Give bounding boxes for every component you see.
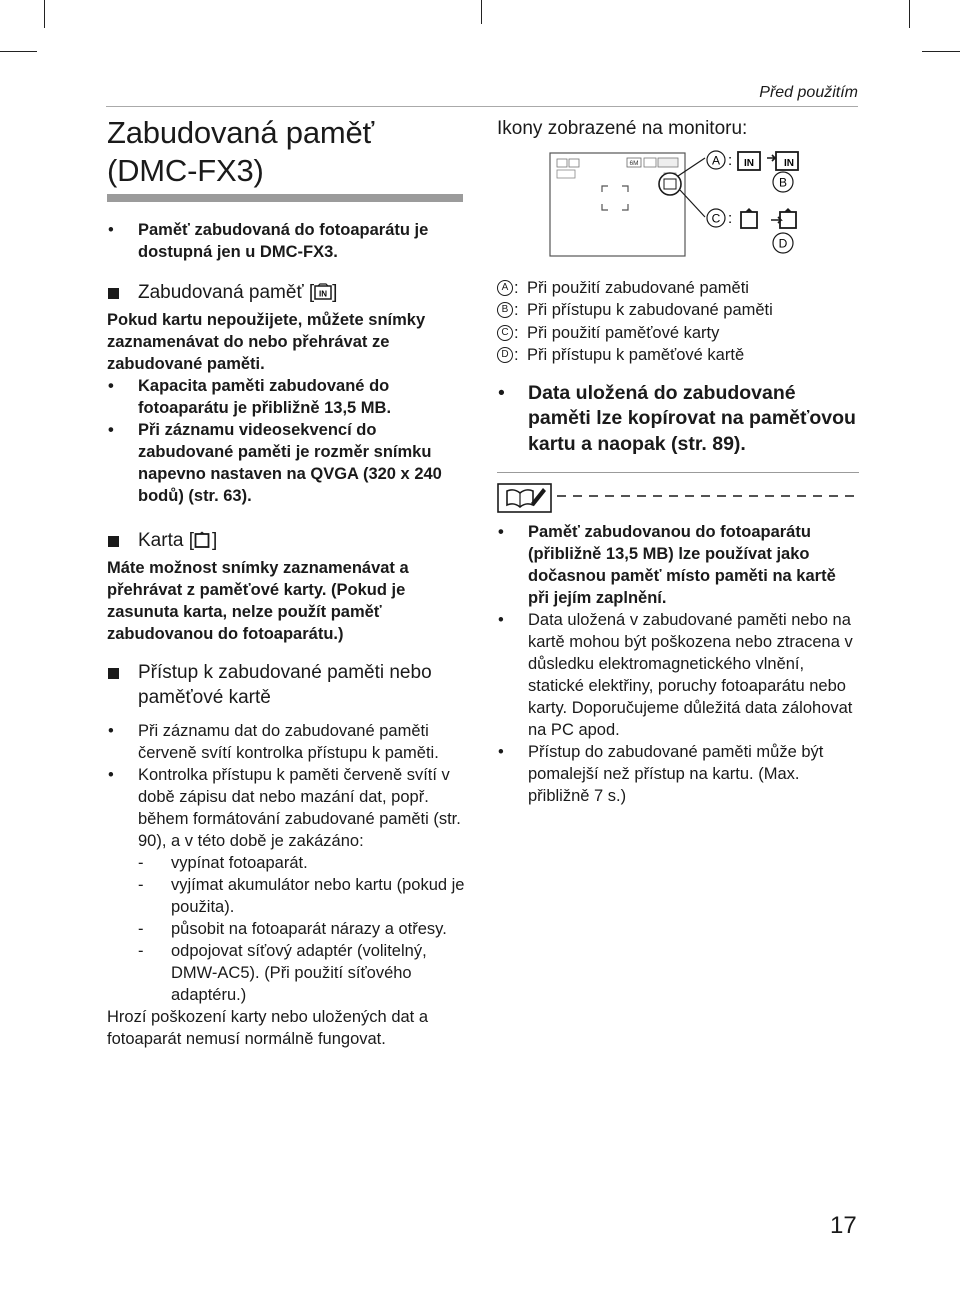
legend-letter: B	[497, 302, 513, 318]
dash-item: - vypínat fotoaparát.	[107, 852, 467, 874]
note-header	[497, 481, 859, 515]
note-icon	[497, 481, 859, 515]
bullet-record: • Při záznamu dat do zabudované paměti červeně svítí kontrolka přístupu k paměti.	[107, 720, 467, 764]
header-rule	[106, 106, 858, 107]
built-in-memory-text: Pokud kartu nepoužijete, můžete snímky zaznamenávat do nebo přehrávat ze zabudované paměti.	[107, 311, 426, 373]
left-column	[107, 112, 467, 1050]
highlighted-indicator	[659, 173, 681, 195]
copy-data-bullet: • Data uložená do zabudované paměti lze kopírovat na paměťovou kartu a naopak (str. 89).	[497, 381, 859, 458]
svg-text:6M: 6M	[629, 160, 639, 167]
note-item: • Paměť zabudovanou do fotoaparátu (přibližně 13,5 MB) lze používat jako dočasnou paměť místo paměti na kartě při jejím zaplnění.	[497, 521, 859, 609]
legend-d	[497, 344, 859, 366]
svg-text::: :	[728, 210, 733, 227]
legend-letter: D	[497, 347, 513, 363]
svg-text:IN: IN	[319, 289, 328, 299]
crop-mark	[922, 51, 960, 52]
closing-warning: Hrozí poškození karty nebo uložených dat a fotoaparát nemusí normálně fungovat.	[107, 1008, 429, 1048]
heading-text-end: ]	[211, 530, 218, 551]
note-item: • Přístup do zabudované paměti může být pomalejší než přístup na kartu. (Max. přibližně 7 s.)	[497, 741, 859, 807]
dash-item: - odpojovat síťový adaptér (volitelný, DMW-AC5). (Při použití síťového adaptéru.)	[107, 940, 467, 1006]
svg-text:IN: IN	[784, 158, 794, 169]
monitor-diagram	[497, 150, 859, 260]
heading-text: Karta [	[138, 530, 194, 551]
notes-list	[497, 521, 859, 807]
svg-text:IN: IN	[744, 158, 754, 169]
svg-text:C: C	[711, 211, 721, 226]
right-column	[497, 112, 859, 807]
legend-colon: :	[514, 301, 519, 320]
legend-c	[497, 322, 859, 344]
crop-mark	[44, 0, 45, 28]
card-text: Máte možnost snímky zaznamenávat a přehrávat z paměťové karty. (Pokud je zasunuta karta, nelze použít paměť zabudovanou do fotoaparátu.)	[107, 559, 409, 643]
heading-text: Zabudovaná paměť [	[138, 282, 315, 303]
title-line-2: (DMC-FX3)	[107, 153, 264, 188]
bullet-video: • Při záznamu videosekvencí do zabudované paměti je rozměr snímku napevno nastaven na QVGA (320 x 240 bodů) (str. 63).	[107, 419, 467, 507]
intro-bullet	[107, 219, 467, 263]
bullet-capacity: • Kapacita paměti zabudované do fotoaparátu je přibližně 13,5 MB.	[107, 375, 467, 419]
built-in-memory-icon	[314, 282, 332, 299]
note-item: • Data uložená v zabudované paměti nebo na kartě mohou být poškozena nebo ztracena v důsledku elektromagnetického vlnění, statické elektřiny, poruchy fotoaparátu nebo karty. Doporučujeme důležitá data zálohovat na PC apod.	[497, 609, 859, 741]
title-line-1: Zabudovaná paměť	[107, 115, 374, 150]
crop-mark	[0, 51, 37, 52]
heading-built-in-memory	[107, 280, 467, 305]
legend-text: Při použití zabudované paměti	[527, 279, 749, 297]
svg-text::: :	[728, 152, 733, 169]
legend-text: Při přístupu k paměťové kartě	[527, 346, 745, 365]
legend-colon: :	[514, 346, 519, 365]
heading-text-end: ]	[332, 282, 338, 303]
crop-mark	[909, 0, 910, 28]
legend-colon: :	[514, 323, 519, 342]
heading-access: Přístup k zabudované paměti nebo paměťové kartě	[107, 660, 467, 710]
intro-bullet-text: Paměť zabudovaná do fotoaparátu je dostupná jen u DMC-FX3.	[138, 221, 429, 261]
monitor-icons-title: Ikony zobrazené na monitoru:	[497, 118, 748, 139]
page-title	[107, 114, 467, 190]
dash-item: - působit na fotoaparát nárazy a otřesy.	[107, 918, 467, 940]
heading-card	[107, 528, 467, 553]
section-label: Před použitím	[759, 84, 858, 101]
dash-item: - vyjímat akumulátor nebo kartu (pokud je použita).	[107, 874, 467, 918]
svg-text:A: A	[711, 153, 721, 168]
legend-a	[497, 277, 859, 299]
icon-legend	[497, 277, 859, 367]
legend-colon: :	[514, 279, 519, 297]
bullet-access-light: • Kontrolka přístupu k paměti červeně svítí v době zápisu dat nebo mazání dat, popř. během formátování zabudované paměti (str. 90), a v této době je zakázáno:	[107, 764, 467, 852]
crop-mark	[481, 0, 482, 24]
legend-b	[497, 299, 859, 321]
legend-letter: A	[497, 280, 513, 296]
monitor-screen	[550, 153, 685, 256]
legend-text: Při použití paměťové karty	[527, 323, 720, 342]
note-rule	[497, 472, 859, 473]
svg-text:D: D	[778, 236, 788, 251]
page-number: 17	[830, 1212, 857, 1239]
memory-card-icon	[194, 530, 212, 547]
legend-text: Při přístupu k zabudované paměti	[527, 301, 773, 320]
legend-letter: C	[497, 325, 513, 341]
monitor-diagram-svg	[497, 150, 859, 260]
svg-text:B: B	[778, 175, 788, 190]
title-underline	[107, 194, 463, 202]
